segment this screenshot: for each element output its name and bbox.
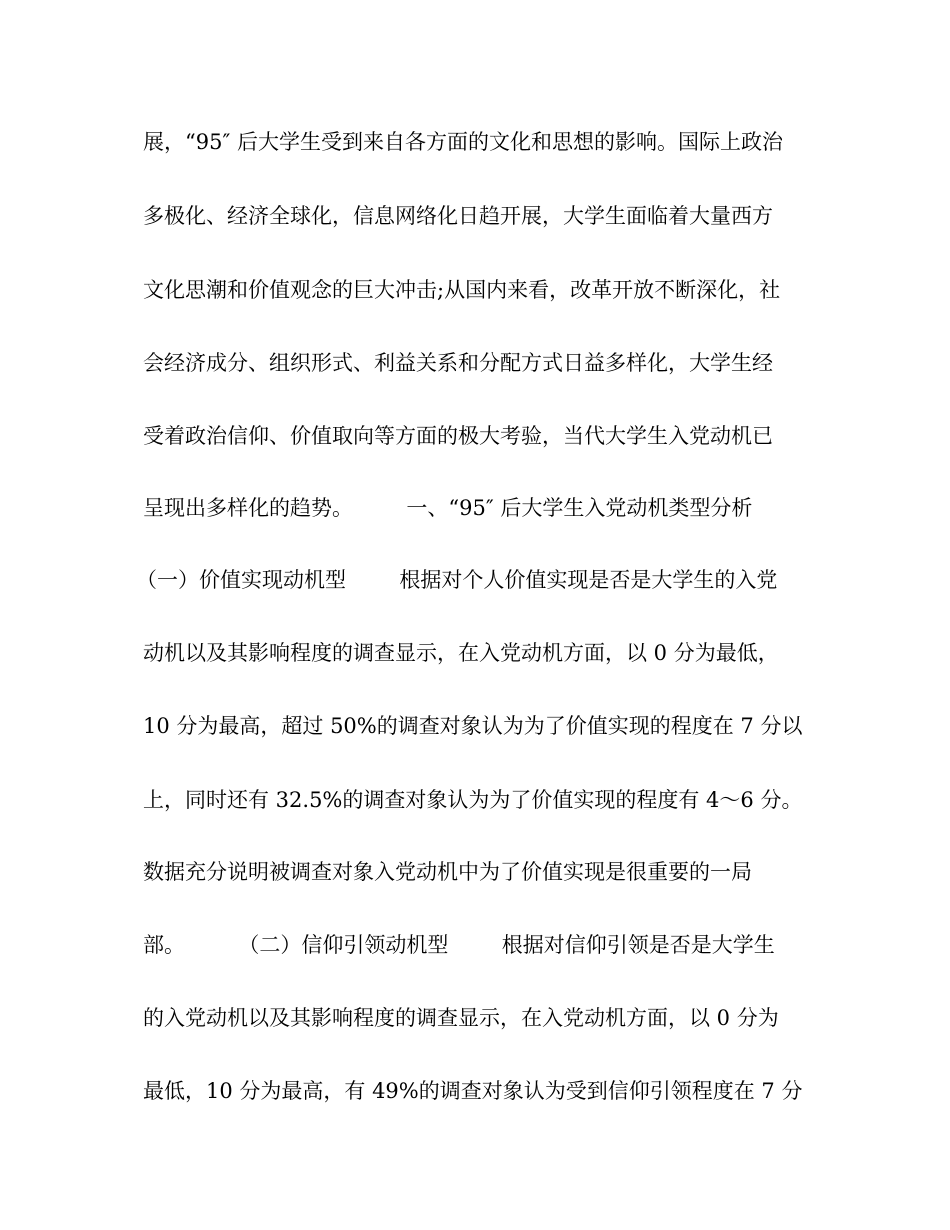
- text-line-10: 上，同时还有 32.5%的调查对象认为为了价值实现的程度有 4～6 分。: [143, 788, 803, 812]
- text-line-6: 呈现出多样化的趋势。 一、“95″ 后大学生入党动机类型分析: [143, 496, 753, 520]
- text-line-12: 部。 （二）信仰引领动机型 根据对信仰引领是否是大学生: [143, 933, 775, 957]
- text-line-4: 会经济成分、组织形式、利益关系和分配方式日益多样化，大学生经: [143, 351, 773, 375]
- text-line-2: 多极化、经济全球化，信息网络化日趋开展，大学生面临着大量西方: [143, 204, 773, 228]
- text-line-1: 展，“95″ 后大学生受到来自各方面的文化和思想的影响。国际上政治: [143, 130, 783, 154]
- text-line-14: 最低，10 分为最高，有 49%的调查对象认为受到信仰引领程度在 7 分: [143, 1079, 803, 1103]
- text-line-8: 动机以及其影响程度的调查显示，在入党动机方面，以 0 分为最低，: [143, 641, 779, 665]
- text-line-7: （一）价值实现动机型 根据对个人价值实现是否是大学生的入党: [136, 568, 778, 592]
- text-line-11: 数据充分说明被调查对象入党动机中为了价值实现是很重要的一局: [143, 860, 752, 884]
- text-line-5: 受着政治信仰、价值取向等方面的极大考验，当代大学生入党动机已: [143, 424, 773, 448]
- text-line-3: 文化思潮和价值观念的巨大冲击;从国内来看，改革开放不断深化，社: [143, 278, 781, 302]
- text-line-13: 的入党动机以及其影响程度的调查显示，在入党动机方面，以 0 分为: [143, 1006, 779, 1030]
- text-line-9: 10 分为最高，超过 50%的调查对象认为为了价值实现的程度在 7 分以: [143, 714, 803, 738]
